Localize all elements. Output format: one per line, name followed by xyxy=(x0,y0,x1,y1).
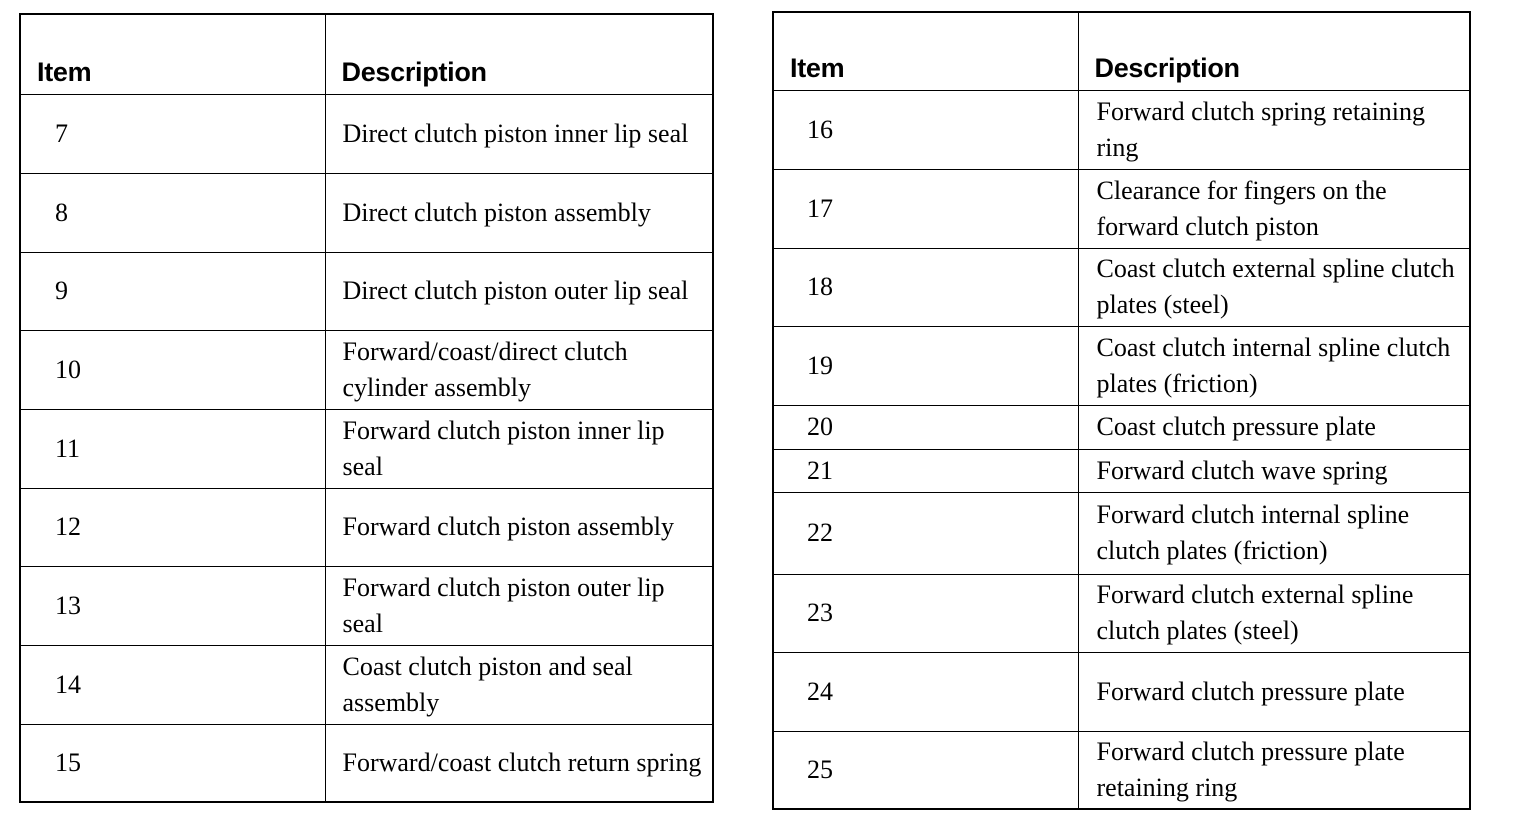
item-number: 11 xyxy=(20,409,325,488)
table-row xyxy=(20,94,713,173)
item-description: Coast clutch external spline clutch plates (steel) xyxy=(1078,248,1470,326)
table-row xyxy=(773,652,1470,731)
item-description: Forward clutch piston assembly xyxy=(325,488,713,566)
table-row xyxy=(773,405,1470,449)
table-row xyxy=(20,409,713,488)
item-description: Coast clutch piston and seal assembly xyxy=(325,645,713,724)
item-number: 14 xyxy=(20,645,325,724)
table-row xyxy=(20,252,713,330)
table-row xyxy=(773,574,1470,652)
item-number: 25 xyxy=(773,731,1078,809)
item-description: Forward clutch piston outer lip seal xyxy=(325,566,713,645)
item-number: 8 xyxy=(20,173,325,252)
item-number: 17 xyxy=(773,169,1078,248)
item-description: Forward clutch piston inner lip seal xyxy=(325,409,713,488)
item-number: 18 xyxy=(773,248,1078,326)
parts-table-left xyxy=(19,13,714,803)
item-description: Direct clutch piston inner lip seal xyxy=(325,94,713,173)
item-description: Forward clutch spring retaining ring xyxy=(1078,90,1470,169)
item-number: 9 xyxy=(20,252,325,330)
item-number: 7 xyxy=(20,94,325,173)
item-number: 13 xyxy=(20,566,325,645)
header-row xyxy=(20,14,713,94)
item-column-header: Item xyxy=(20,14,325,94)
item-number: 21 xyxy=(773,449,1078,492)
table-row xyxy=(20,173,713,252)
table-row xyxy=(773,492,1470,574)
item-number: 12 xyxy=(20,488,325,566)
table-row xyxy=(20,724,713,802)
item-description: Coast clutch pressure plate xyxy=(1078,405,1470,449)
item-number: 19 xyxy=(773,326,1078,405)
item-number: 16 xyxy=(773,90,1078,169)
table-row xyxy=(773,169,1470,248)
item-number: 10 xyxy=(20,330,325,409)
item-description: Forward clutch wave spring xyxy=(1078,449,1470,492)
item-description: Forward clutch internal spline clutch plates (friction) xyxy=(1078,492,1470,574)
item-number: 24 xyxy=(773,652,1078,731)
description-column-header: Description xyxy=(1078,12,1470,90)
item-description: Forward clutch pressure plate retaining ring xyxy=(1078,731,1470,809)
item-number: 22 xyxy=(773,492,1078,574)
table-row xyxy=(773,248,1470,326)
item-number: 20 xyxy=(773,405,1078,449)
item-description: Forward/coast/direct clutch cylinder assembly xyxy=(325,330,713,409)
item-description: Forward clutch external spline clutch plates (steel) xyxy=(1078,574,1470,652)
table-row xyxy=(20,488,713,566)
table-row xyxy=(20,645,713,724)
item-number: 15 xyxy=(20,724,325,802)
table-row xyxy=(20,330,713,409)
item-number: 23 xyxy=(773,574,1078,652)
table-row xyxy=(773,90,1470,169)
item-description: Coast clutch internal spline clutch plates (friction) xyxy=(1078,326,1470,405)
description-column-header: Description xyxy=(325,14,713,94)
header-row xyxy=(773,12,1470,90)
table-row xyxy=(773,449,1470,492)
item-description: Forward/coast clutch return spring xyxy=(325,724,713,802)
table-row xyxy=(773,326,1470,405)
table-row xyxy=(773,731,1470,809)
item-description: Forward clutch pressure plate xyxy=(1078,652,1470,731)
item-description: Direct clutch piston outer lip seal xyxy=(325,252,713,330)
parts-table-right xyxy=(772,11,1471,810)
item-description: Direct clutch piston assembly xyxy=(325,173,713,252)
table-row xyxy=(20,566,713,645)
item-column-header: Item xyxy=(773,12,1078,90)
item-description: Clearance for fingers on the forward clutch piston xyxy=(1078,169,1470,248)
